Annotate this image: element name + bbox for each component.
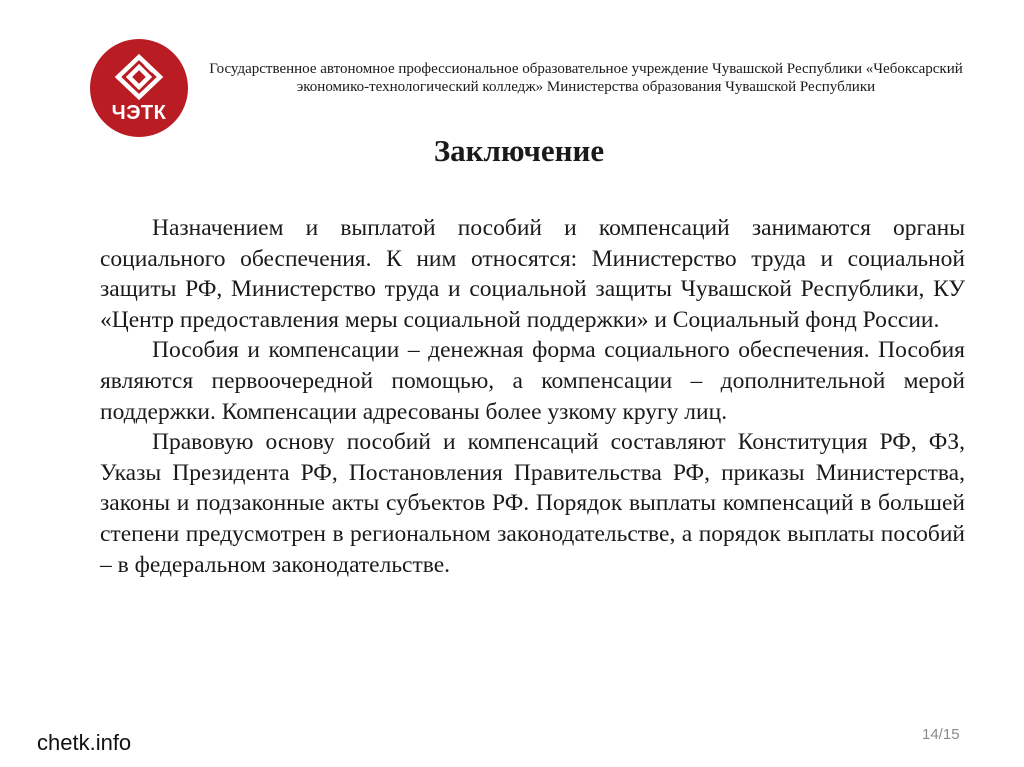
- diamond-logo-icon: [113, 54, 165, 100]
- site-url: chetk.info: [37, 730, 132, 755]
- institution-name: Государственное автономное профессиональное образовательное учреждение Чувашской Республики «Чебоксарский экономико-технологический колледж» Министерства образования Чувашской Республики: [209, 61, 963, 95]
- logo-text: ЧЭТК: [111, 101, 167, 124]
- paragraph: Назначением и выплатой пособий и компенсаций занимаются органы социального обеспечения. К ним относятся: Министерство труда и социальной защиты РФ, Министерство труда и социальной защиты Чувашской Республики, КУ «Центр предоставления меры социальной поддержки» и Социальный фонд России.: [100, 215, 965, 333]
- page-title: Заключение: [433, 133, 605, 168]
- paragraph: Пособия и компенсации – денежная форма социального обеспечения. Пособия являются первоочередной помощью, а компенсации – дополнительной мерой поддержки. Компенсации адресованы более узкому кругу лиц.: [100, 337, 965, 425]
- paragraph: Правовую основу пособий и компенсаций составляют Конституция РФ, ФЗ, Указы Президента РФ, Постановления Правительства РФ, приказы Министерства, законы и подзаконные акты субъектов РФ. Порядок выплаты компенсаций в большей степени предусмотрен в региональном законодательстве, а порядок выплаты пособий – в федеральном законодательстве.: [100, 429, 965, 578]
- college-logo: [90, 39, 188, 137]
- page-number: 14/15: [922, 726, 960, 743]
- conclusion-body: [100, 213, 965, 580]
